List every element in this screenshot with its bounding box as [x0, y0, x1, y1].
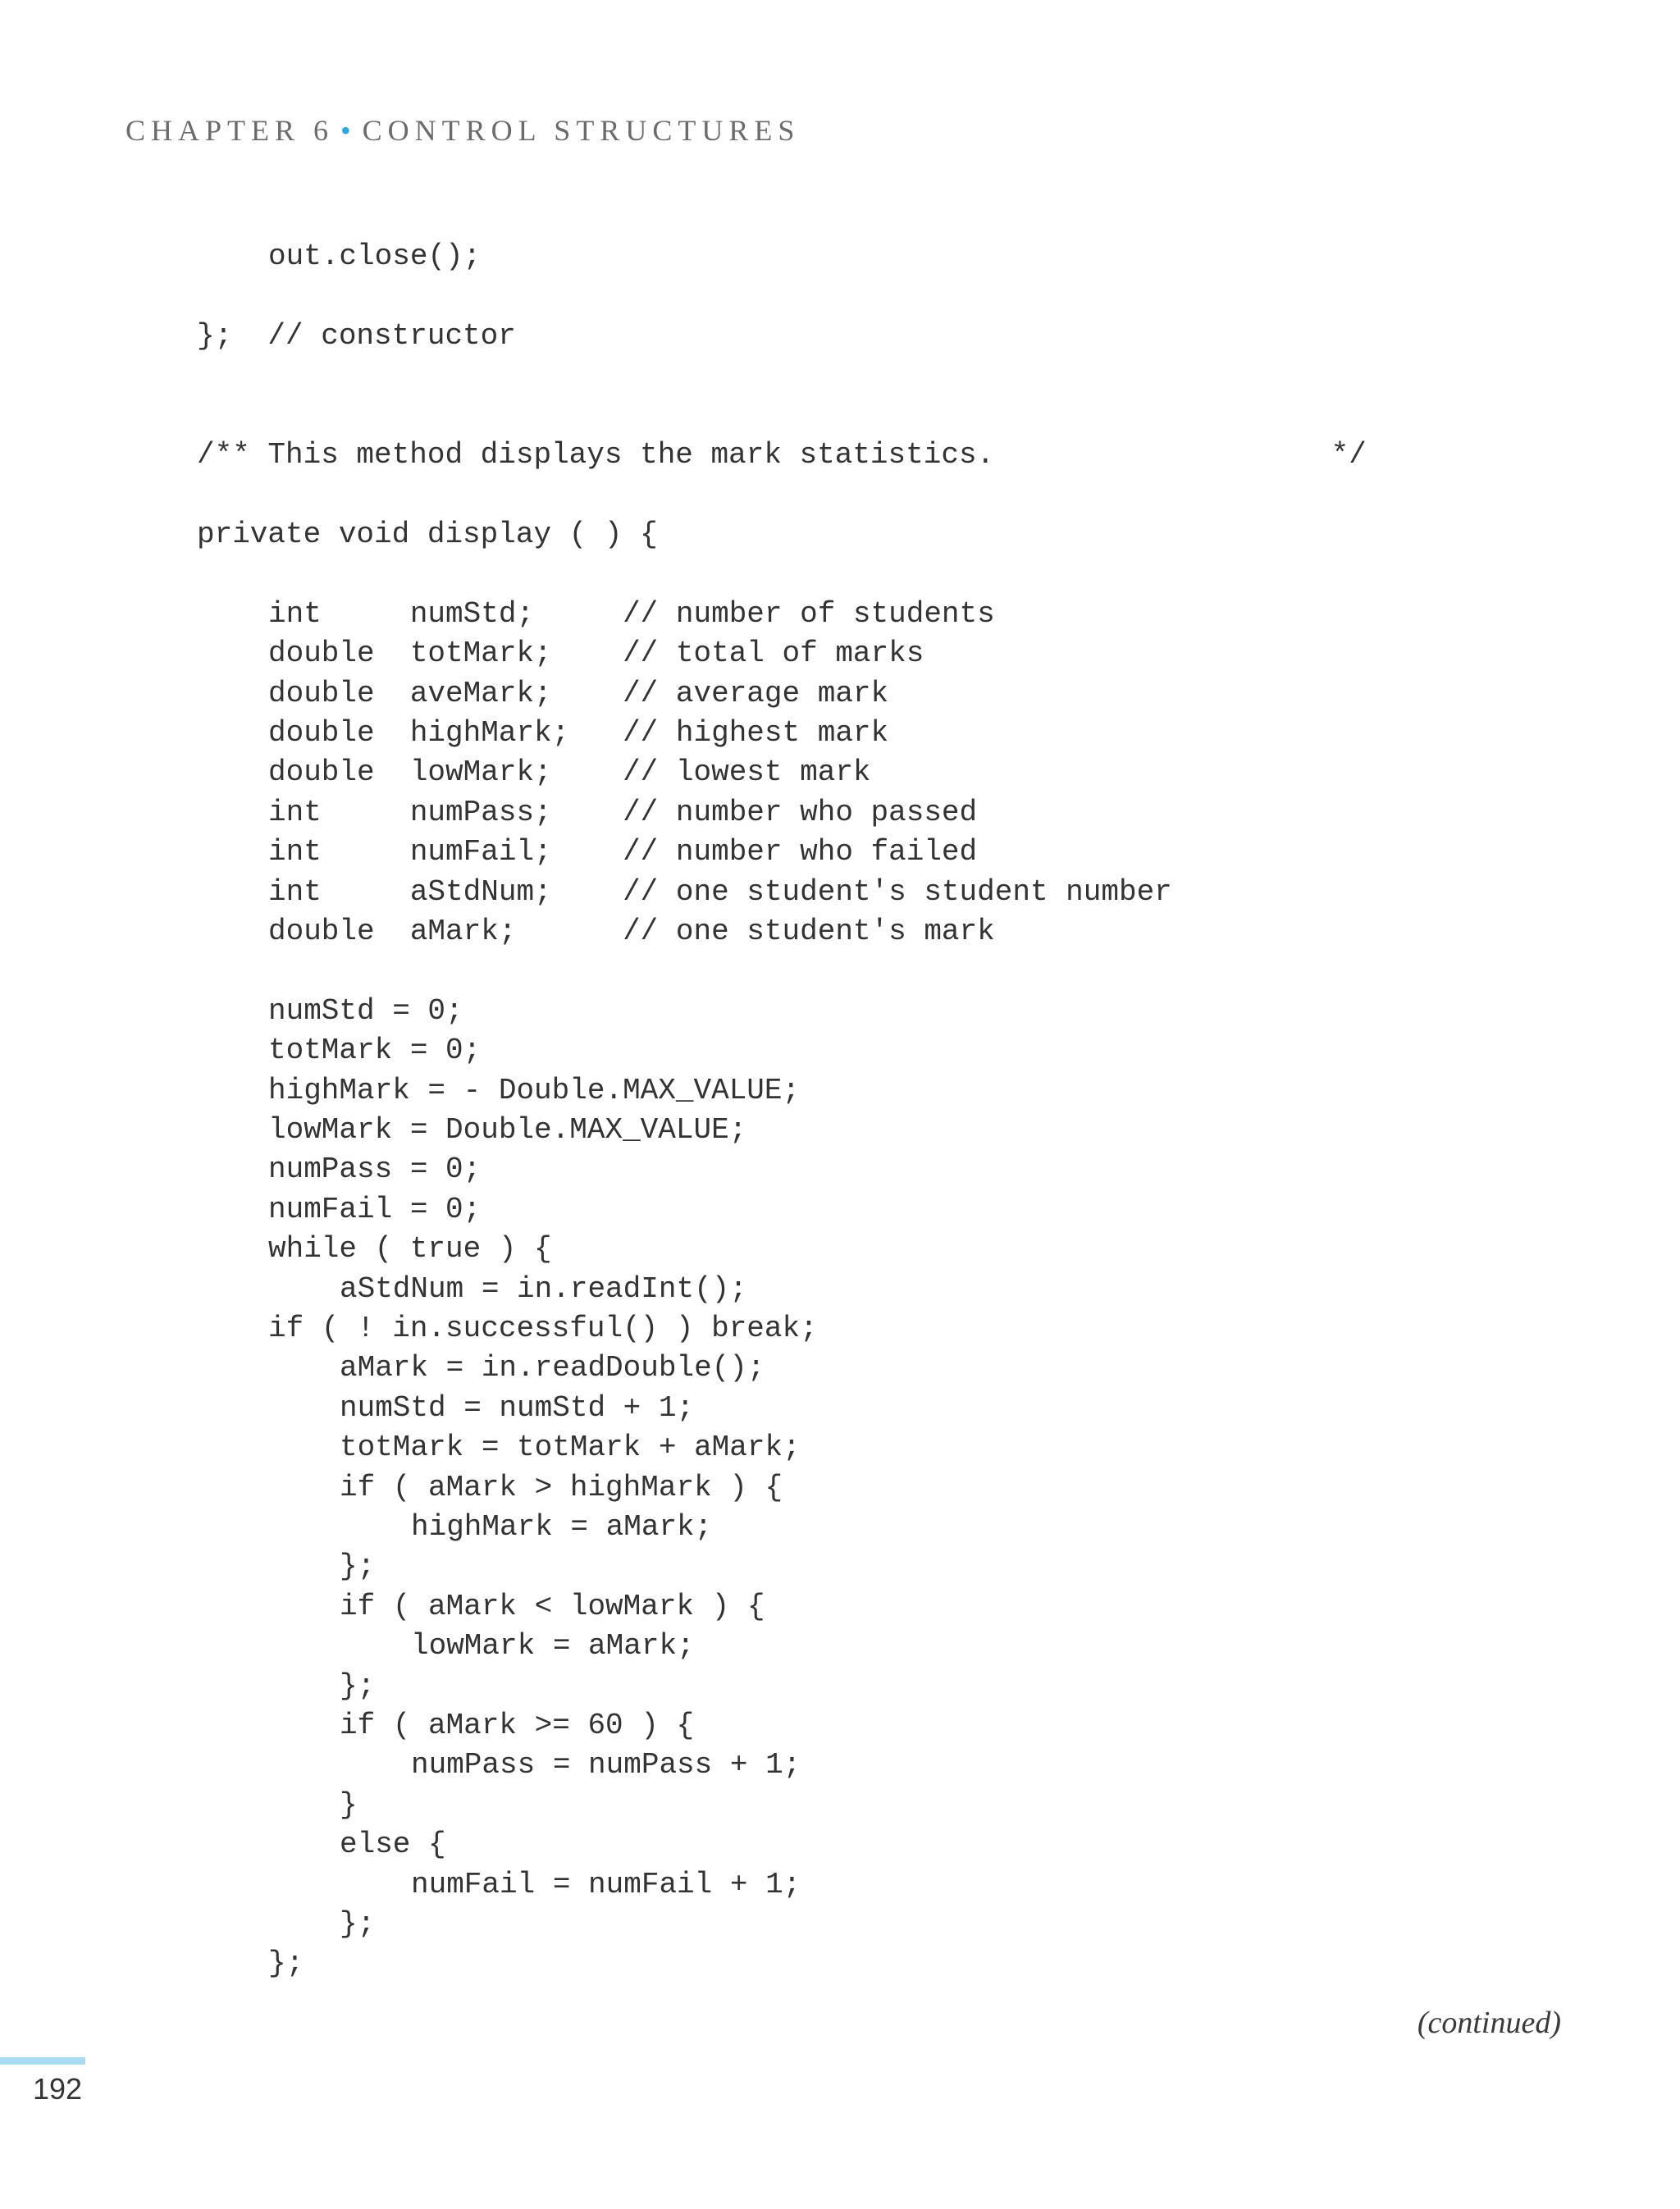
code-line: lowMark = aMark; [411, 1629, 695, 1663]
code-line: highMark = - Double.MAX_VALUE; [268, 1074, 801, 1107]
code-line: if ( ! in.successful() ) break; [268, 1312, 818, 1345]
chapter-label: CHAPTER 6 [126, 114, 335, 147]
code-line: /** This method displays the mark statistics. */ [197, 438, 1367, 472]
code-line: if ( aMark > highMark ) { [340, 1471, 783, 1504]
code-line: totMark = totMark + aMark; [340, 1431, 801, 1464]
chapter-title: CONTROL STRUCTURES [362, 114, 801, 147]
code-line: int numStd; // number of students [268, 597, 995, 631]
code-line: lowMark = Double.MAX_VALUE; [268, 1113, 747, 1147]
code-line: double aveMark; // average mark [268, 677, 889, 710]
code-line: aStdNum = in.readInt(); [340, 1272, 747, 1306]
code-line: } [340, 1788, 358, 1822]
code-line: highMark = aMark; [411, 1510, 713, 1544]
code-line: }; [268, 1947, 304, 1980]
code-line: double aMark; // one student's mark [268, 915, 995, 948]
code-line: double lowMark; // lowest mark [268, 755, 871, 789]
code-line: totMark = 0; [268, 1034, 482, 1067]
code-line: out.close(); [268, 240, 482, 273]
code-line: while ( true ) { [268, 1232, 552, 1266]
code-line: if ( aMark < lowMark ) { [340, 1590, 765, 1623]
page-number: 192 [33, 2072, 83, 2106]
code-line: }; [340, 1907, 376, 1941]
code-line: numFail = numFail + 1; [411, 1868, 801, 1901]
code-line: }; [340, 1669, 376, 1703]
code-line: numStd = numStd + 1; [340, 1391, 695, 1425]
code-line: numStd = 0; [268, 994, 463, 1028]
code-line: int aStdNum; // one student's student number [268, 875, 1172, 909]
code-line: aMark = in.readDouble(); [340, 1351, 765, 1385]
code-line: numFail = 0; [268, 1193, 482, 1226]
code-line: int numPass; // number who passed [268, 796, 978, 829]
code-line: if ( aMark >= 60 ) { [340, 1709, 695, 1742]
code-line: numPass = numPass + 1; [411, 1748, 801, 1782]
code-line: numPass = 0; [268, 1152, 482, 1186]
code-line: else { [340, 1828, 446, 1861]
code-line: double highMark; // highest mark [268, 716, 889, 750]
code-line: }; // constructor [197, 319, 516, 353]
code-line: }; [340, 1549, 376, 1583]
code-line: int numFail; // number who failed [268, 835, 978, 869]
continued-note: (continued) [1417, 2006, 1561, 2040]
header-bullet: • [340, 114, 351, 147]
page-number-tab [0, 2057, 85, 2065]
code-line: private void display ( ) { [197, 518, 658, 551]
code-line: double totMark; // total of marks [268, 637, 924, 670]
